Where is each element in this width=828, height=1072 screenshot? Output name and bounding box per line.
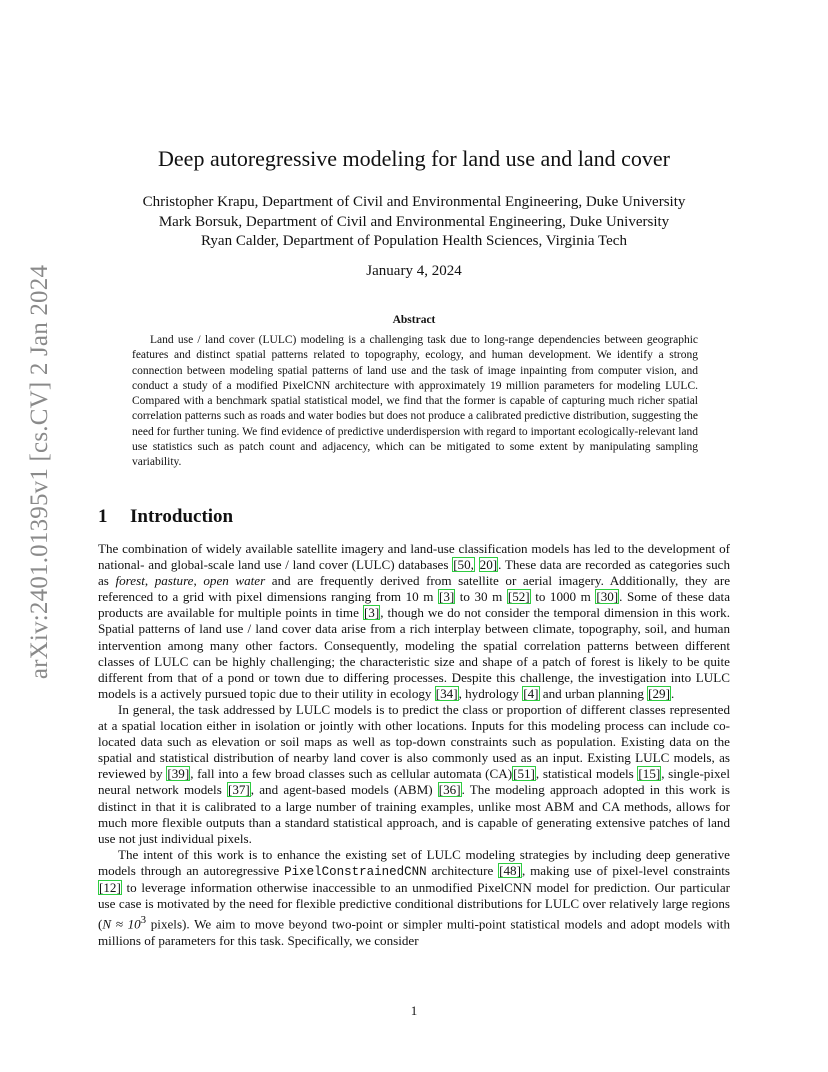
arxiv-sidebar-stamp (20, 264, 60, 680)
author-line: Christopher Krapu, Department of Civil and Environmental Engineering, Duke University (142, 194, 686, 210)
author-list (0, 193, 828, 252)
abstract-text: Land use / land cover (LULC) modeling is a challenging task due to long-range dependencies between geographic features and distinct spatial patterns related to topography, ecology, and human development. We identify a strong connection between modeling spatial patterns of land use and the task of image inpainting from computer vision, and conduct a study of a modified PixelCNN architecture with approximately 19 million parameters for modeling LULC. Compared with a benchmark spatial statistical model, we find that the former is capable of capturing much richer spatial correlation patterns such as roads and water bodies but does not produce a calibrated predictive distribution, suggesting the need for further tuning. We find evidence of predictive underdispersion with regard to important ecologically-relevant land use statistics such as patch count and adjacency, which can be mitigated to some extent by manipulating sampling variability. (132, 334, 698, 469)
text-run: In general, the task addressed by LULC models is to predict the class or proportion of different classes represented at a spatial location either in isolation or jointly with other locations. Inputs for this modeling process can include co-located data such as elevation or soil maps as well as top-down constraints such as population. Existing data on the spatial and statistical distribution of nearby land cover is also commonly used as an input. Existing LULC models, as reviewed by (98, 701, 730, 782)
author-line: Mark Borsuk, Department of Civil and Environmental Engineering, Duke University (158, 213, 670, 230)
italic-term: open water (203, 573, 266, 589)
paper-title: Deep autoregressive modeling for land use and land cover (158, 146, 670, 171)
citation-link[interactable]: [3] (438, 589, 455, 605)
citation-link[interactable]: [52] (507, 589, 530, 605)
text-run: , single-pixel neural network models (98, 766, 730, 798)
paper-date: January 4, 2024 (366, 263, 462, 279)
text-run: , statistical models (535, 766, 638, 782)
citation-link[interactable]: [15] (638, 766, 661, 782)
citation-link[interactable]: [39] (167, 766, 190, 782)
text-run: , (144, 573, 155, 589)
section-title: Introduction (130, 506, 234, 527)
text-run: pixels). We aim to move beyond two-point or simpler multi-point statistical models and adopt models with millions of parameters for this task. Specifically, we consider (98, 916, 730, 948)
citation-link[interactable]: [37] (227, 782, 250, 798)
paragraph (98, 702, 730, 847)
citation-link[interactable]: [34] (435, 685, 458, 701)
author-line: Ryan Calder, Department of Population Health Sciences, Virginia Tech (201, 233, 627, 249)
text-run: The combination of widely available satellite imagery and land-use classification models has led to the development of national- and global-scale land use / land cover (LULC) databases (98, 541, 730, 573)
italic-term: pasture (154, 573, 194, 589)
section-heading (98, 506, 233, 528)
text-run: . The modeling approach adopted in this work is distinct in that it is calibrated to a large number of training examples, unlike most ABM and CA methods, allows for much more flexible outputs than a standard statistical approach, and is capable of generating extensive patches of land use not just individual pixels. (98, 782, 730, 846)
math-exponent: 3 (140, 914, 147, 927)
citation-link[interactable]: [4] (523, 685, 539, 701)
citation-link[interactable]: [50, (453, 557, 474, 573)
italic-term: forest (115, 573, 145, 589)
abstract-heading: Abstract (392, 314, 436, 326)
code-term: PixelConstrainedCNN (284, 864, 427, 879)
text-run: to 30 m (455, 589, 507, 605)
text-run: . Some of these data products are available for multiple points in time (98, 589, 731, 621)
section-number: 1 (98, 506, 108, 527)
citation-link[interactable]: [51] (513, 766, 535, 782)
citation-link[interactable]: [36] (438, 782, 461, 798)
citation-link[interactable]: [3] (363, 605, 380, 621)
text-run: , hydrology (458, 685, 523, 701)
paragraph (98, 541, 730, 702)
body-text (98, 541, 730, 949)
text-run: and urban planning (539, 685, 648, 701)
math-expression: N ≈ 10 (102, 916, 141, 932)
text-run: , and agent-based models (ABM) (250, 782, 438, 798)
text-run: . (670, 685, 675, 701)
text-run: . These data are recorded as categories such as (98, 557, 730, 589)
text-run: , (193, 573, 204, 589)
text-run: , though we do not consider the temporal dimension in this work. Spatial patterns of land use / land cover data arise from a rich interplay between climate, topography, soil, and human intervention among many other factors. Consequently, modeling the spatial correlation patterns between different classes of LULC can be highly challenging; the characteristic size and shape of a patch of forest is likely to be quite different from that of a pond or town due to differing processes. Despite this challenge, the investigation into LULC models is a actively pursued topic due to their utility in ecology (98, 605, 730, 701)
text-run: , making use of pixel-level constraints (521, 862, 730, 878)
citation-link[interactable]: 20] (479, 557, 498, 573)
text-run: architecture (426, 862, 499, 878)
text-run: , fall into a few broad classes such as cellular automata (CA) (190, 766, 513, 782)
text-run: and are frequently derived from satellite or aerial imagery. Additionally, they are referenced to a grid with pixel dimensions ranging from 10 m (98, 573, 731, 605)
text-run: The intent of this work is to enhance the existing set of LULC modeling strategies by including deep generative models through an autoregressive (98, 846, 730, 878)
arxiv-identifier: arXiv:2401.01395v1 [cs.CV] 2 Jan 2024 (26, 264, 53, 680)
text-run: to leverage information otherwise inaccessible to an unmodified PixelCNN model for prediction. Our particular use case is motivated by the need for flexible predictive conditional distributions for LULC over relatively large regions ( (98, 879, 730, 932)
page-number: 1 (410, 1003, 418, 1018)
citation-link[interactable]: [29] (648, 685, 670, 701)
paragraph (98, 847, 730, 949)
citation-link[interactable]: [30] (596, 589, 619, 605)
citation-link[interactable]: [48] (499, 862, 521, 878)
citation-link[interactable]: [12] (99, 879, 121, 895)
text-run: to 1000 m (530, 589, 596, 605)
abstract-body (132, 333, 698, 471)
